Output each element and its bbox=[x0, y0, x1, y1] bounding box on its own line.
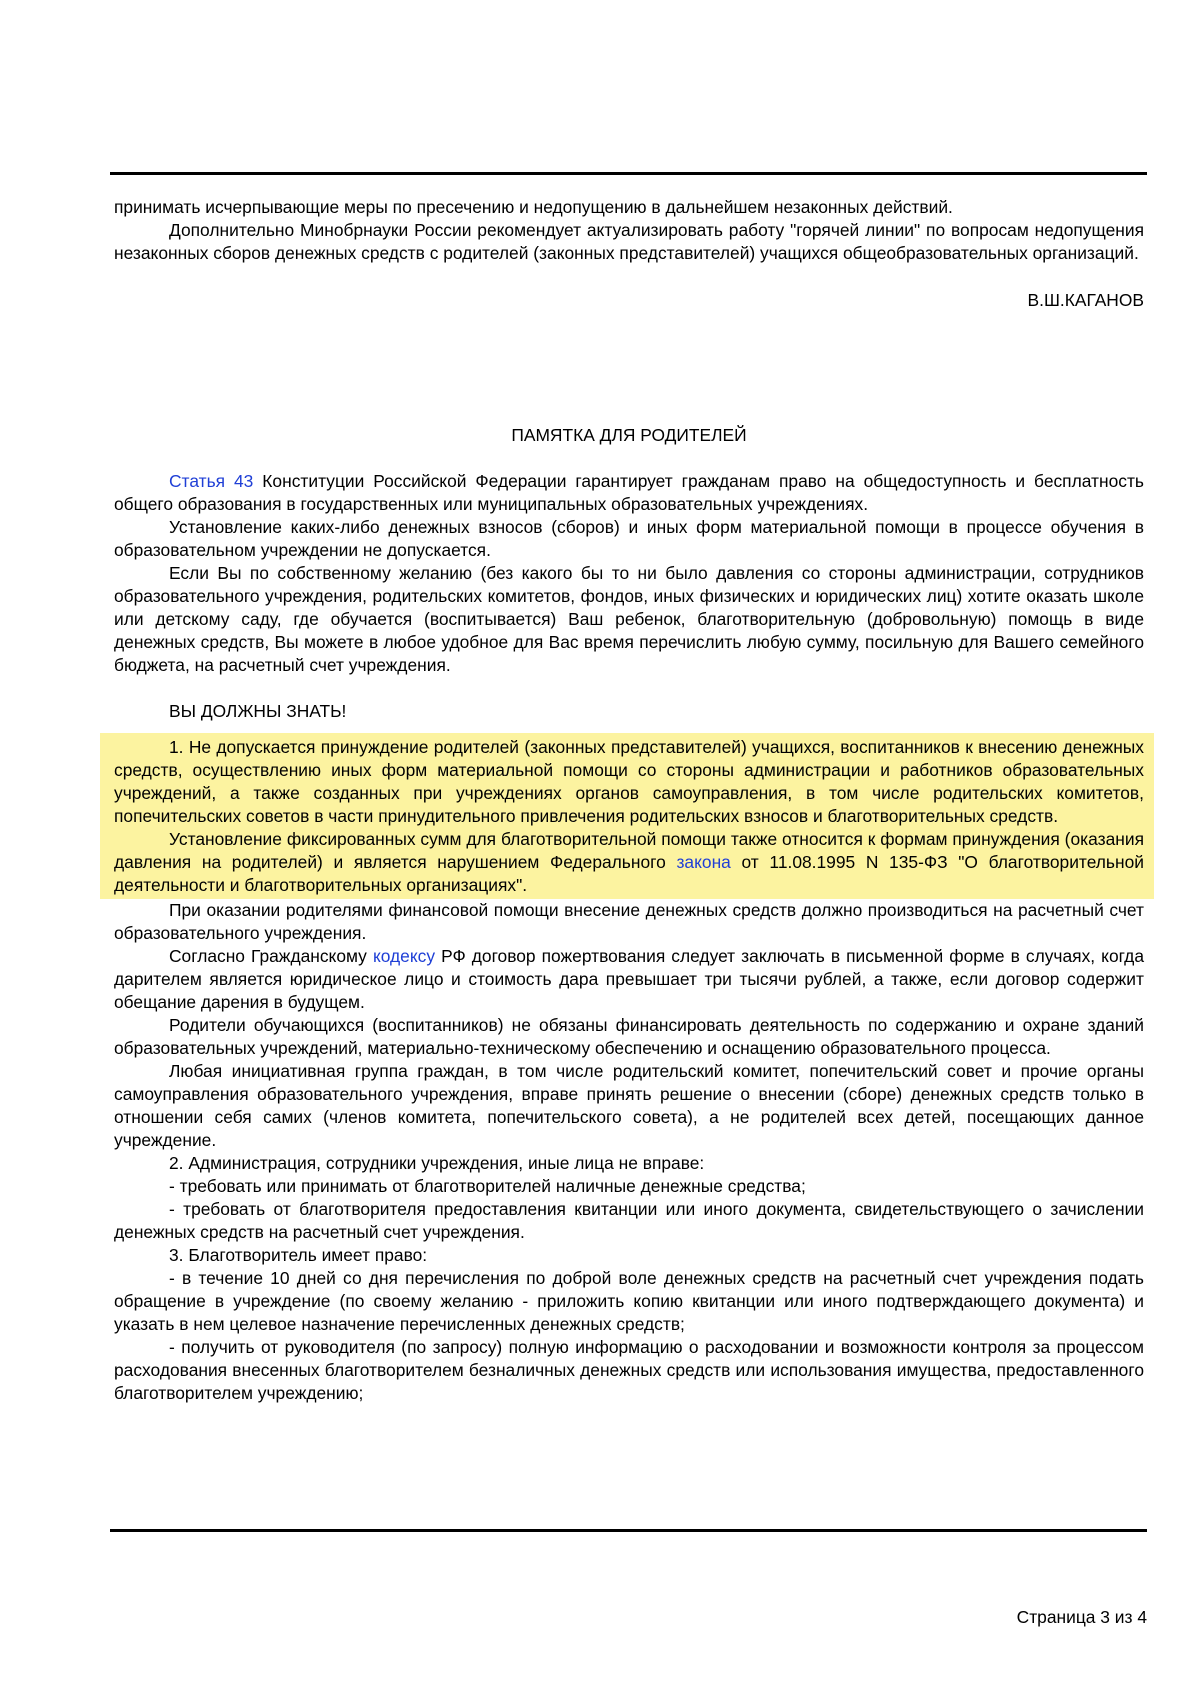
memo-heading: ПАМЯТКА ДЛЯ РОДИТЕЛЕЙ bbox=[511, 425, 747, 445]
footer-rule bbox=[110, 1529, 1147, 1532]
header-rule bbox=[110, 172, 1147, 175]
page-total: 4 bbox=[1137, 1607, 1147, 1627]
signature: В.Ш.КАГАНОВ bbox=[1027, 290, 1144, 310]
list-item-receipt: - требовать от благотворителя предоставления квитанции или иного документа, свидетельствующего о зачислении денежных средств на расчетный счет учреждения. bbox=[114, 1199, 1144, 1242]
page-current: 3 bbox=[1100, 1607, 1110, 1627]
civil-code-text-a: Согласно Гражданскому bbox=[169, 946, 373, 966]
benefactor-rights: 3. Благотворитель имеет право: bbox=[169, 1245, 428, 1265]
civil-code-text-b: РФ договор пожертвования следует заключать в письменной форме в случаях, когда дарителем является юридическое лицо и стоимость дара превышает три тысячи рублей, а также, если договор содержит обещание дарения в будущем. bbox=[114, 946, 1145, 1012]
voluntary-help-paragraph: Если Вы по собственному желанию (без какого бы то ни было давления со стороны администрации, сотрудников образовательного учреждения, родительских комитетов, фондов, иных физических и юридических лиц) хотите оказать школе или детскому саду, где обучается (воспитывается) Ваш ребенок, благотворительную (добровольную) помощь в виде денежных средств, Вы можете в любое удобное для Вас время перечислить любую сумму, посильную для Вашего семейного бюджета, на расчетный счет учреждения. bbox=[114, 563, 1144, 675]
fixed-sums-text-b: от 11.08.1995 N 135-ФЗ "О благотворительной деятельности и благотворительных организациях". bbox=[114, 852, 1144, 895]
hotline-paragraph: Дополнительно Минобрнауки России рекомендует актуализировать работу "горячей линии" по вопросам недопущения незаконных сборов денежных средств с родителей (законных представителей) учащихся общеобразовательных организаций. bbox=[114, 220, 1144, 263]
civil-code-link[interactable]: кодексу bbox=[372, 946, 436, 966]
list-item-information: - получить от руководителя (по запросу) полную информацию о расходовании и возможности контроля за процессом расходования внесенных благотворителем безналичных денежных средств или использования имущества, предоставленного благотворителем учреждению; bbox=[114, 1337, 1144, 1403]
fixed-sums-text-a: Установление фиксированных сумм для благотворительной помощи также относится к формам принуждения (оказания давления на родителей) и является нарушением Федерального bbox=[114, 829, 1144, 872]
article-43-link[interactable]: Статья 43 bbox=[169, 471, 254, 491]
constitution-text: Конституции Российской Федерации гарантирует гражданам право на общедоступность и бесплатность общего образования в государственных или муниципальных образовательных учреждениях. bbox=[114, 471, 1144, 514]
bank-account-paragraph: При оказании родителями финансовой помощи внесение денежных средств должно производиться на расчетный счет образовательного учреждения. bbox=[114, 900, 1144, 943]
not-obliged-paragraph: Родители обучающихся (воспитанников) не обязаны финансировать деятельность по содержанию и охране зданий образовательных учреждений, материально-техническому обеспечению и оснащению образовательного процесса. bbox=[114, 1015, 1144, 1058]
constitution-paragraph bbox=[114, 470, 1144, 516]
no-coercion-paragraph: 1. Не допускается принуждение родителей (законных представителей) учащихся, воспитанников к внесению денежных средств, осуществлению иных форм материальной помощи со стороны администрации и работников образовательных учреждений, а также созданных при учреждениях органов самоуправления, в том числе родительских комитетов, попечительских советов в части принудительного привлечения родительских взносов и благотворительных средств. bbox=[114, 737, 1144, 826]
continuation-line: принимать исчерпывающие меры по пресечению и недопущению в дальнейшем незаконных действий. bbox=[114, 197, 953, 217]
page-number bbox=[1017, 1607, 1147, 1628]
fixed-sums-paragraph bbox=[114, 828, 1144, 897]
highlighted-block bbox=[100, 733, 1154, 899]
page-label: Страница bbox=[1016, 1607, 1101, 1627]
document-body bbox=[114, 196, 1144, 1405]
fees-forbidden-paragraph: Установление каких-либо денежных взносов (сборов) и иных форм материальной помощи в процессе обучения в образовательном учреждении не допускается. bbox=[114, 517, 1144, 560]
civil-code-paragraph bbox=[114, 945, 1144, 1014]
administration-not-entitled: 2. Администрация, сотрудники учреждения, иные лица не вправе: bbox=[169, 1153, 705, 1173]
federal-law-link[interactable]: закона bbox=[676, 852, 731, 872]
page-separator: из bbox=[1109, 1607, 1138, 1627]
must-know-heading: ВЫ ДОЛЖНЫ ЗНАТЬ! bbox=[169, 701, 347, 721]
initiative-group-paragraph: Любая инициативная группа граждан, в том числе родительский комитет, попечительский совет и прочие органы самоуправления образовательного учреждения, вправе принять решение о внесении (сборе) денежных средств только в отношении себя самих (членов комитета, попечительского совета), а не родителей всех детей, посещающих данное учреждение. bbox=[114, 1061, 1144, 1150]
list-item-appeal: - в течение 10 дней со дня перечисления по доброй воле денежных средств на расчетный счет учреждения подать обращение в учреждение (по своему желанию - приложить копию квитанции или иного подтверждающего документа) и указать в нем целевое назначение перечисленных денежных средств; bbox=[114, 1268, 1144, 1334]
list-item-cash: - требовать или принимать от благотворителей наличные денежные средства; bbox=[169, 1176, 806, 1196]
